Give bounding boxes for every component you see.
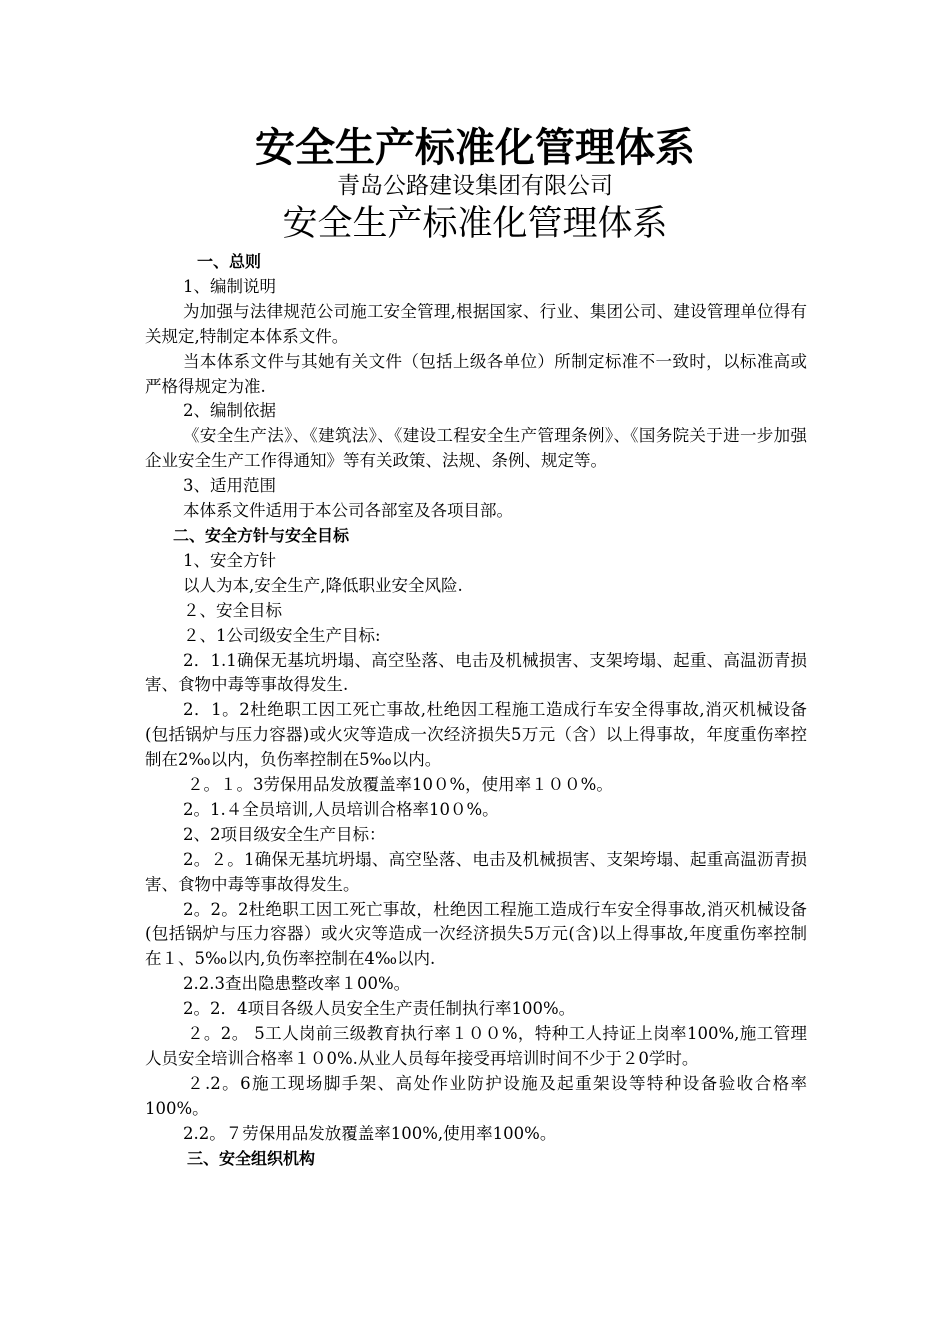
paragraph: 2。1.４全员培训,人员培训合格率10０%。 bbox=[183, 799, 499, 819]
company-name: 青岛公路建设集团有限公司 bbox=[337, 173, 613, 199]
document-body bbox=[145, 250, 807, 1172]
document-subtitle: 安全生产标准化管理体系 bbox=[282, 204, 668, 244]
subheading-safety-targets: ２、安全目标 bbox=[183, 600, 282, 620]
paragraph: 2。２。1确保无基坑坍塌、高空坠落、电击及机械损害、支架垮塌、起重高温沥青损害、食物中毒等事故得发生。 bbox=[145, 849, 807, 894]
paragraph: 2．1。2杜绝职工因工死亡事故,杜绝因工程施工造成行车安全得事故,消灭机械设备(包括锅炉与压力容器)或火灾等造成一次经济损失5万元（含）以上得事故，年度重伤率控制在2‰以内，负伤率控制在5‰以内。 bbox=[145, 700, 807, 770]
section-heading-safety-policy: 二、安全方针与安全目标 bbox=[173, 525, 350, 545]
paragraph: 2。2．4项目各级人员安全生产责任制执行率100%。 bbox=[183, 999, 576, 1019]
paragraph: 以人为本,安全生产,降低职业安全风险. bbox=[183, 575, 463, 595]
paragraph: 2.2.3查出隐患整改率１00%。 bbox=[183, 974, 411, 994]
paragraph: 为加强与法律规范公司施工安全管理,根据国家、行业、集团公司、建设管理单位得有关规定,特制定本体系文件。 bbox=[145, 301, 807, 346]
paragraph: 当本体系文件与其她有关文件（包括上级各单位）所制定标准不一致时，以标准高或严格得规定为准. bbox=[145, 351, 807, 396]
paragraph: ２、1公司级安全生产目标: bbox=[183, 625, 381, 645]
paragraph: 2．1.1确保无基坑坍塌、高空坠落、电击及机械损害、支架垮塌、起重、高温沥青损害、食物中毒等事故得发生. bbox=[145, 650, 807, 695]
paragraph: 2、2项目级安全生产目标： bbox=[183, 824, 386, 844]
paragraph: 2。2。2杜绝职工因工死亡事故，杜绝因工程施工造成行车安全得事故,消灭机械设备(包括锅炉与压力容器）或火灾等造成一次经济损失5万元(含)以上得事故,年度重伤率控制在１、5‰以内,负伤率控制在4‰以内. bbox=[145, 899, 807, 969]
paragraph: ２。１。3劳保用品发放覆盖率10０%，使用率１００%。 bbox=[187, 775, 613, 795]
document-title: 安全生产标准化管理体系 bbox=[255, 125, 695, 171]
paragraph: 本体系文件适用于本公司各部室及各项目部。 bbox=[183, 501, 513, 521]
paragraph: 《安全生产法》、《建筑法》、《建设工程安全生产管理条例》、《国务院关于进一步加强企业安全生产工作得通知》等有关政策、法规、条例、规定等。 bbox=[145, 426, 807, 471]
paragraph: 2.2。７劳保用品发放覆盖率100%,使用率100%。 bbox=[183, 1123, 557, 1143]
subheading-scope: 3、适用范围 bbox=[183, 476, 276, 496]
section-heading-general: 一、总则 bbox=[197, 252, 262, 271]
paragraph: ２。2。 5工人岗前三级教育执行率１００%，特种工人持证上岗率100%,施工管理人员安全培训合格率１０0%.从业人员每年接受再培训时间不少于２0学时。 bbox=[145, 1024, 807, 1068]
subheading-safety-policy: 1、安全方针 bbox=[183, 550, 276, 570]
section-heading-organization: 三、安全组织机构 bbox=[187, 1148, 316, 1168]
subheading-compilation-notes: 1、编制说明 bbox=[183, 276, 276, 296]
paragraph: ２.2。6施工现场脚手架、高处作业防护设施及起重架设等特种设备验收合格率100%。 bbox=[145, 1073, 807, 1118]
subheading-compilation-basis: 2、编制依据 bbox=[183, 401, 276, 421]
